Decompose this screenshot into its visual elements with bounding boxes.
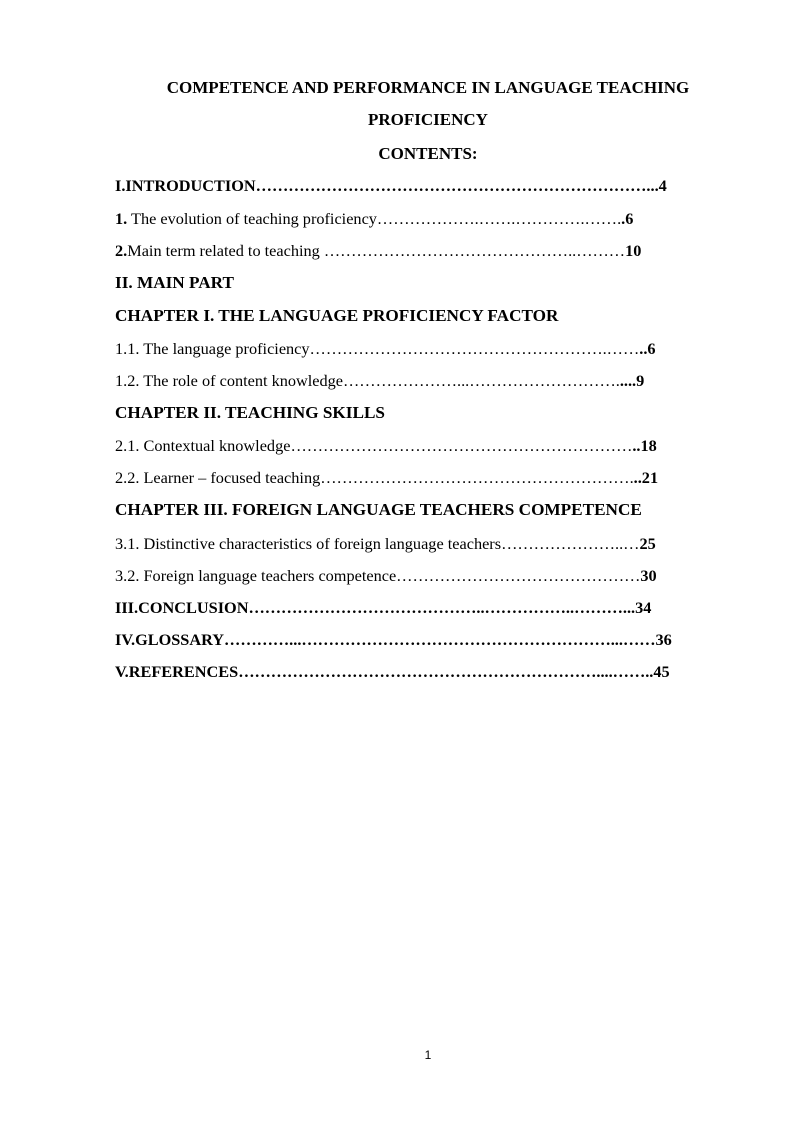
toc-entry-introduction: I.INTRODUCTION………………………………………………………………...4: [115, 176, 667, 195]
toc-chapter-3: CHAPTER III. FOREIGN LANGUAGE TEACHERS COMPETENCE: [115, 500, 642, 519]
contents-heading: CONTENTS:: [378, 144, 478, 163]
toc-chapter-1: CHAPTER I. THE LANGUAGE PROFICIENCY FACTOR: [115, 306, 559, 325]
document-title-line-1: COMPETENCE AND PERFORMANCE IN LANGUAGE TEACHING: [166, 78, 690, 97]
toc-entry-text: 3.2. Foreign language teachers competence………………………………………: [115, 566, 641, 585]
toc-entry-main-term: [115, 241, 641, 261]
toc-entry-page: .6: [621, 209, 634, 228]
toc-entry-number: 2.: [115, 241, 128, 260]
toc-entry-references: V.REFERENCES…………………………………………………………....……..45: [115, 662, 670, 681]
toc-entry-page: ....9: [619, 371, 645, 390]
toc-section-main-part: II. MAIN PART: [115, 273, 234, 292]
toc-entry-page: 10: [625, 241, 642, 260]
toc-entry-glossary: IV.GLOSSARY…………...…………………………………………………...……36: [115, 630, 672, 649]
toc-entry-conclusion: III.CONCLUSION……………………………………..……………..………...34: [115, 598, 652, 617]
toc-entry-3-1: [115, 534, 656, 554]
toc-entry-page: 25: [639, 534, 656, 553]
page-number: 1: [424, 1048, 432, 1062]
toc-entry-1-2: [115, 371, 644, 391]
toc-entry-text: 2.1. Contextual knowledge………………………………………………………: [115, 436, 633, 455]
toc-entry-3-2: [115, 566, 657, 586]
document-title-line-2: PROFICIENCY: [368, 110, 488, 129]
toc-entry-text: The evolution of teaching proficiency……………….…….………….…….: [127, 209, 622, 228]
toc-entry-page: ..21: [633, 468, 659, 487]
toc-entry-number: 1.: [115, 209, 128, 228]
toc-entry-2-2: [115, 468, 658, 488]
toc-entry-page: ..18: [632, 436, 657, 455]
toc-chapter-2: CHAPTER II. TEACHING SKILLS: [115, 403, 385, 422]
toc-entry-text: 3.1. Distinctive characteristics of foreign language teachers…………………..…: [115, 534, 640, 553]
toc-entry-text: Main term related to teaching ………………………………………..………: [127, 241, 626, 260]
toc-entry-2-1: [115, 436, 657, 456]
toc-entry-text: 2.2. Learner – focused teaching………………………………………………….: [115, 468, 634, 487]
toc-entry-text: 1.1. The language proficiency……………………………………………….……: [115, 339, 640, 358]
toc-entry-page: ..6: [639, 339, 656, 358]
toc-entry-evolution: [115, 209, 633, 229]
toc-entry-text: 1.2. The role of content knowledge…………………...……………………….: [115, 371, 620, 390]
toc-entry-page: 30: [640, 566, 657, 585]
toc-entry-1-1: [115, 339, 656, 359]
